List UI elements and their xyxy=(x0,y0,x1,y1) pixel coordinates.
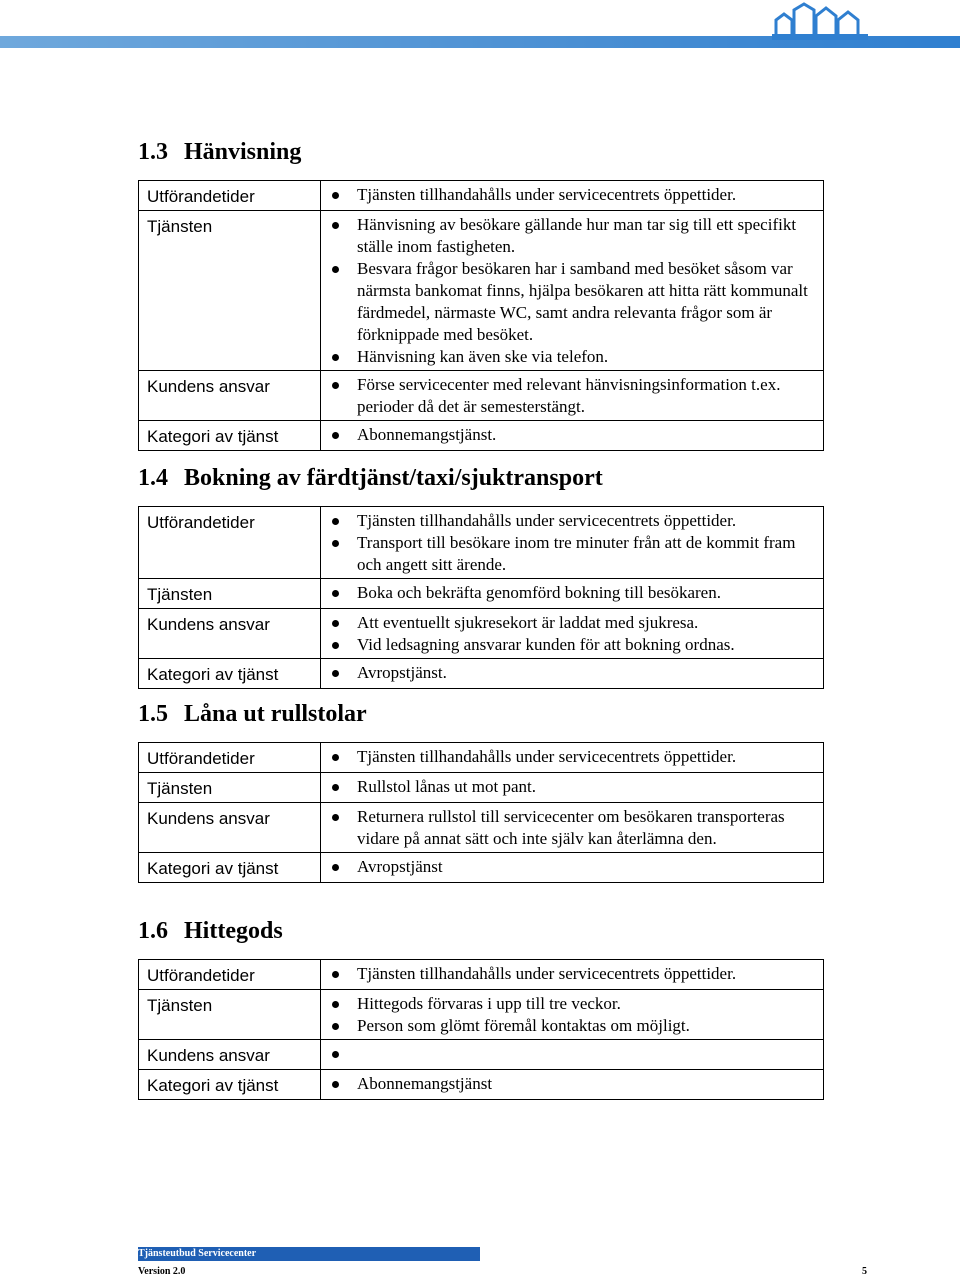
table-row xyxy=(139,960,824,990)
list-item: Hänvisning av besökare gällande hur man tar sig till ett specifikt ställe inom fastigheten. xyxy=(329,214,815,258)
table-row xyxy=(139,659,824,689)
service-table xyxy=(138,959,824,1100)
table-row xyxy=(139,990,824,1040)
list-item: Vid ledsagning ansvarar kunden för att bokning ordnas. xyxy=(329,634,815,656)
footer-version: Version 2.0 xyxy=(138,1266,186,1277)
table-row xyxy=(139,507,824,579)
buildings-logo-icon xyxy=(770,0,870,40)
section-hanvisning xyxy=(138,138,824,451)
table-row xyxy=(139,743,824,773)
table-row xyxy=(139,421,824,451)
section-title: 1.3 Hänvisning xyxy=(138,139,302,165)
section-title: 1.5 Låna ut rullstolar xyxy=(138,701,367,727)
table-row xyxy=(139,853,824,883)
page-number: 5 xyxy=(862,1266,867,1277)
list-item: Person som glömt föremål kontaktas om möjligt. xyxy=(329,1015,815,1037)
table-row xyxy=(139,1070,824,1100)
row-label: Tjänsten xyxy=(139,773,321,803)
table-row xyxy=(139,211,824,371)
list-item: Tjänsten tillhandahålls under servicecentrets öppettider. xyxy=(329,963,815,985)
table-row xyxy=(139,1040,824,1070)
row-label: Kundens ansvar xyxy=(139,609,321,659)
section-title: 1.6 Hittegods xyxy=(138,918,283,944)
list-item: Transport till besökare inom tre minuter från att de kommit fram och angett sitt ärende. xyxy=(329,532,815,576)
list-item: Boka och bekräfta genomförd bokning till besökaren. xyxy=(329,582,815,604)
service-table xyxy=(138,742,824,883)
row-label: Kategori av tjänst xyxy=(139,659,321,689)
list-item: Förse servicecenter med relevant hänvisningsinformation t.ex. perioder då det är semesterstängt. xyxy=(329,374,815,418)
list-item: Hänvisning kan även ske via telefon. xyxy=(329,346,815,368)
section-title: 1.4 Bokning av färdtjänst/taxi/sjuktransport xyxy=(138,465,603,491)
list-item: Besvara frågor besökaren har i samband med besöket såsom var närmsta bankomat finns, hjälpa besökaren att hitta rätt kommunalt färdmedel, närmaste WC, samt andra relevanta frågor som är förknippade med besöket. xyxy=(329,258,815,346)
list-item: Abonnemangstjänst. xyxy=(329,424,815,446)
section-bokning xyxy=(138,464,824,689)
row-label: Utförandetider xyxy=(139,181,321,211)
list-item: Abonnemangstjänst xyxy=(329,1073,815,1095)
service-table xyxy=(138,180,824,451)
row-label: Kundens ansvar xyxy=(139,803,321,853)
list-item: Att eventuellt sjukresekort är laddat med sjukresa. xyxy=(329,612,815,634)
table-row xyxy=(139,371,824,421)
list-item: Avropstjänst xyxy=(329,856,815,878)
row-label: Tjänsten xyxy=(139,211,321,371)
row-label: Kategori av tjänst xyxy=(139,421,321,451)
list-item: Hittegods förvaras i upp till tre veckor. xyxy=(329,993,815,1015)
list-item: Returnera rullstol till servicecenter om besökaren transporteras vidare på annat sätt och inte själv kan återlämna den. xyxy=(329,806,815,850)
section-hittegods xyxy=(138,917,824,1100)
list-item: Tjänsten tillhandahålls under servicecentrets öppettider. xyxy=(329,184,815,206)
row-label: Kundens ansvar xyxy=(139,1040,321,1070)
row-label: Utförandetider xyxy=(139,960,321,990)
row-label: Utförandetider xyxy=(139,507,321,579)
table-row xyxy=(139,181,824,211)
list-item: Tjänsten tillhandahålls under servicecentrets öppettider. xyxy=(329,746,815,768)
service-table xyxy=(138,506,824,689)
list-item xyxy=(329,1043,815,1065)
table-row xyxy=(139,579,824,609)
row-label: Tjänsten xyxy=(139,990,321,1040)
list-item: Avropstjänst. xyxy=(329,662,815,684)
footer-document-title: Tjänsteutbud Servicecenter xyxy=(138,1247,480,1261)
table-row xyxy=(139,609,824,659)
row-label: Tjänsten xyxy=(139,579,321,609)
table-row xyxy=(139,803,824,853)
row-label: Kategori av tjänst xyxy=(139,853,321,883)
row-label: Utförandetider xyxy=(139,743,321,773)
row-label: Kundens ansvar xyxy=(139,371,321,421)
row-label: Kategori av tjänst xyxy=(139,1070,321,1100)
table-row xyxy=(139,773,824,803)
list-item: Rullstol lånas ut mot pant. xyxy=(329,776,815,798)
section-rullstolar xyxy=(138,700,824,883)
list-item: Tjänsten tillhandahålls under servicecentrets öppettider. xyxy=(329,510,815,532)
